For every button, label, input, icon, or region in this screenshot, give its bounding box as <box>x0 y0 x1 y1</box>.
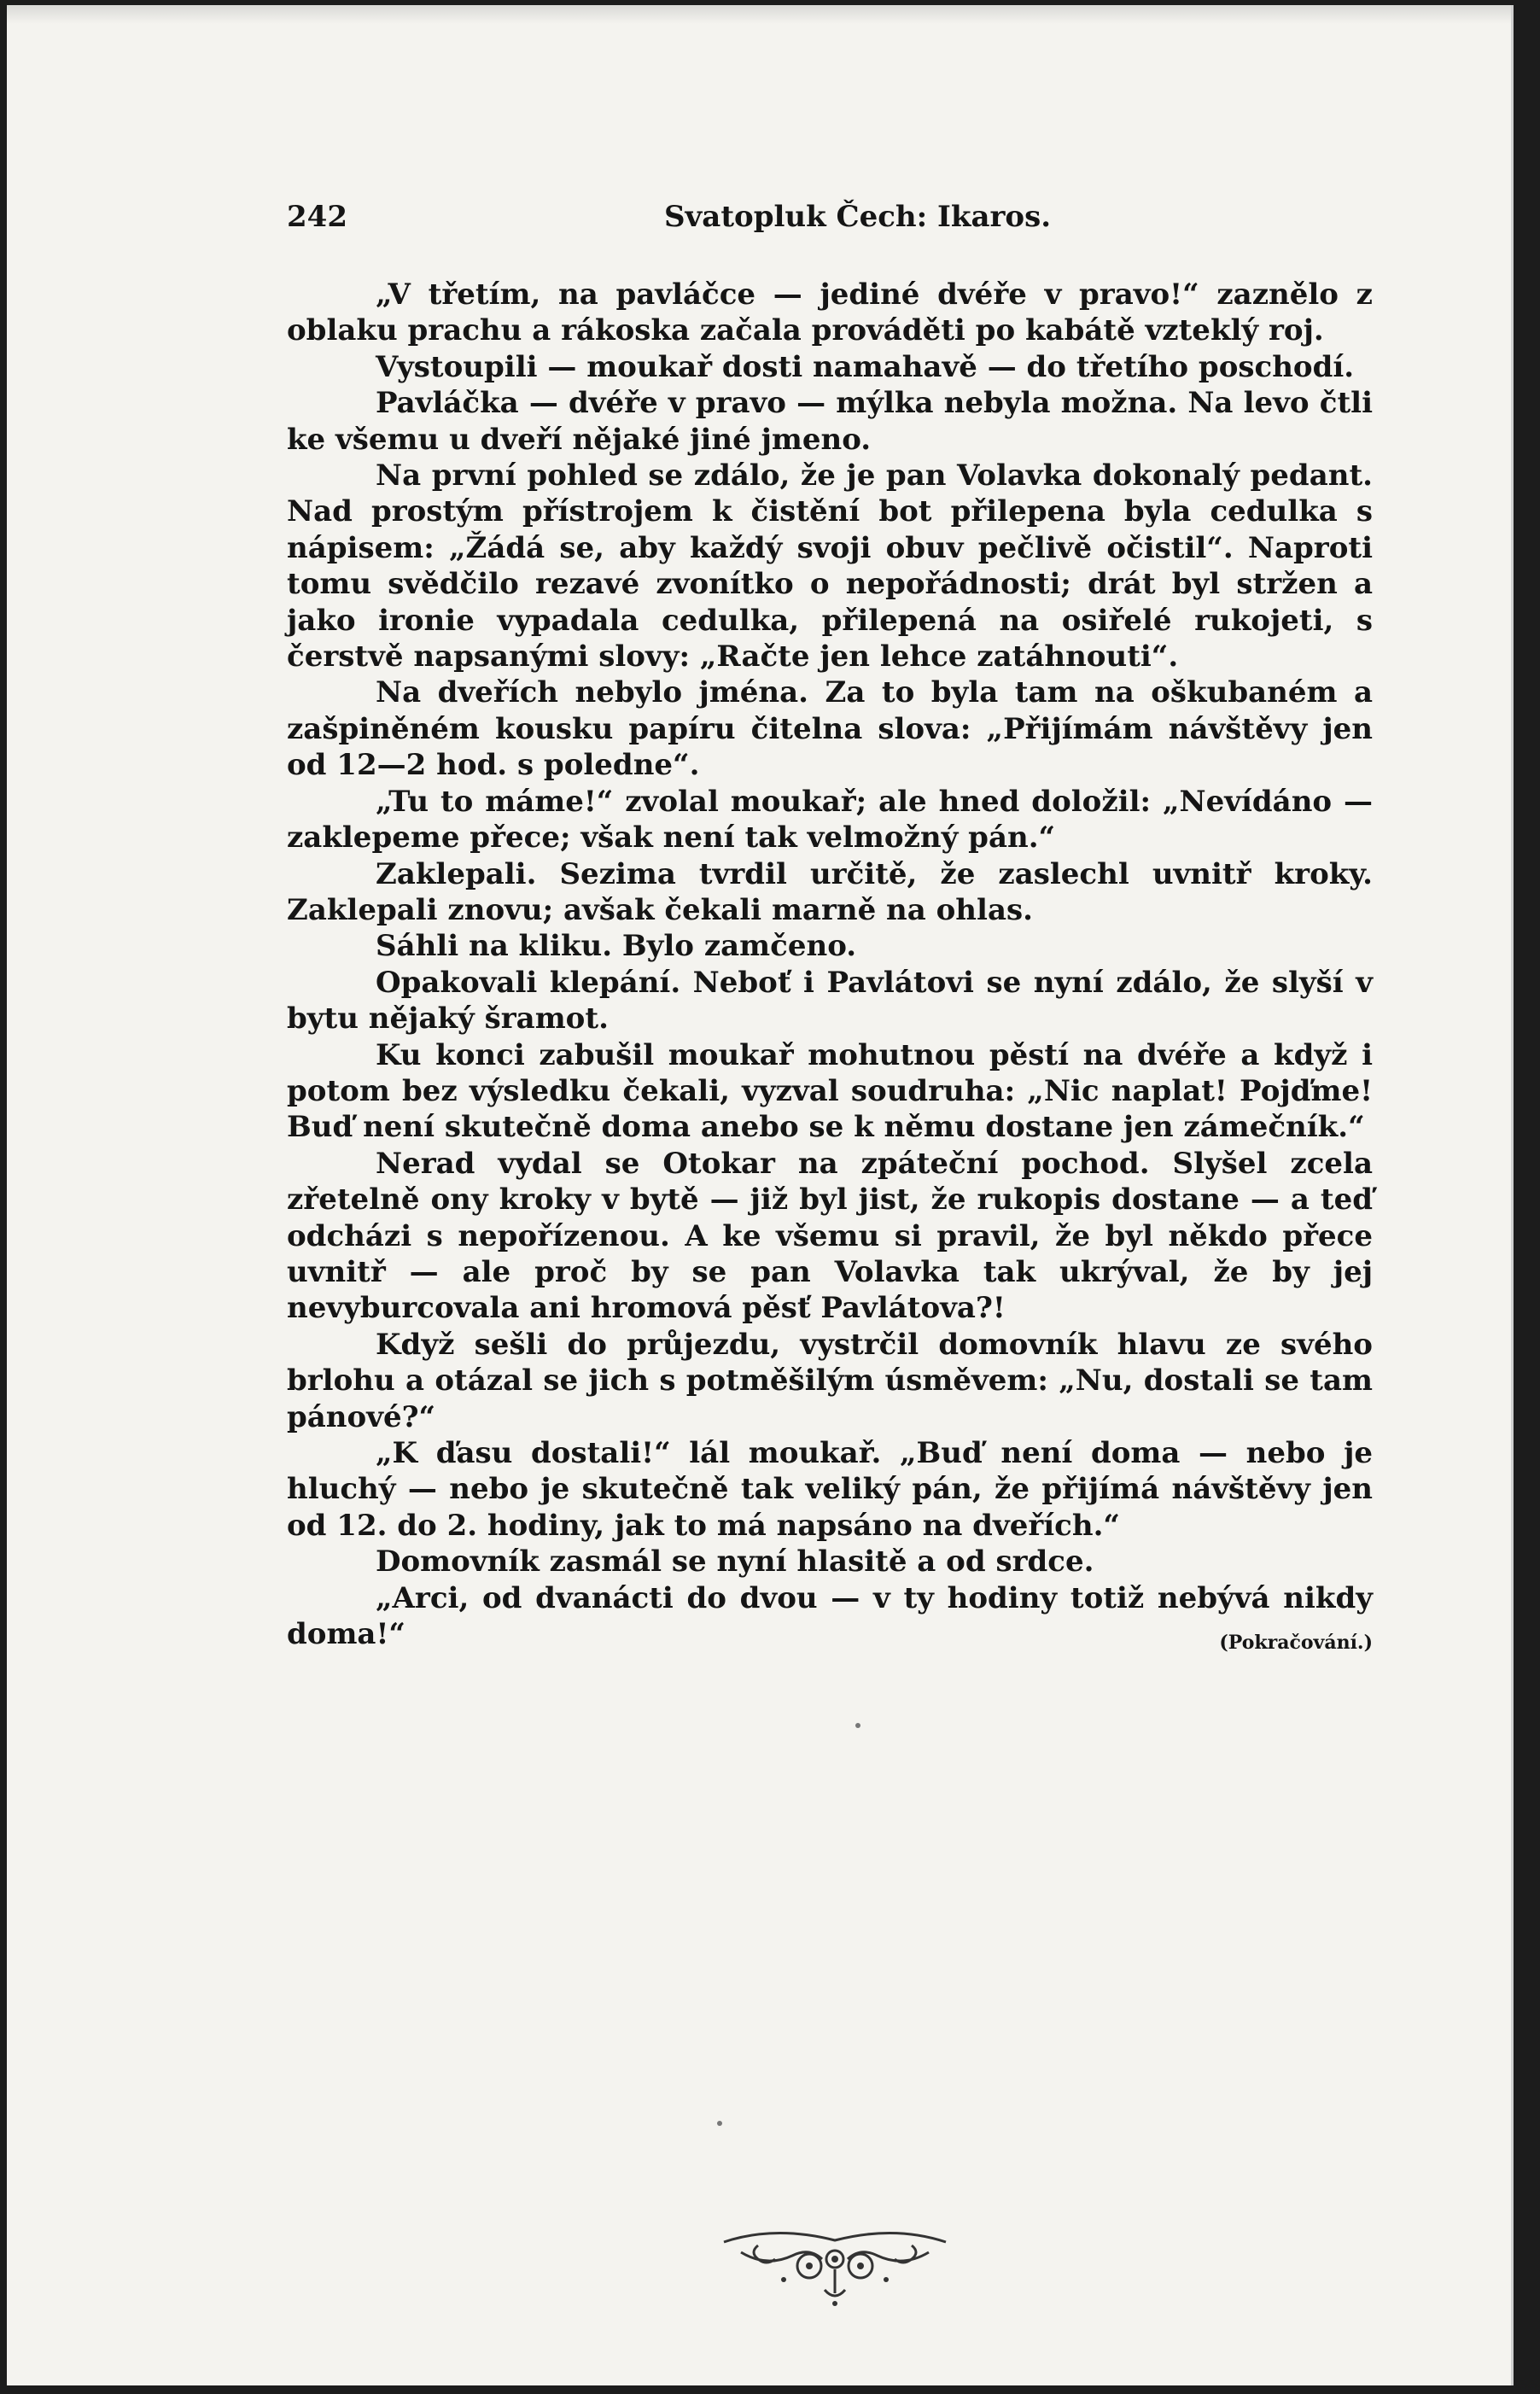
paragraph: „V třetím, na pavláčce — jediné dvéře v pravo!“ zaznělo z oblaku prachu a rákoska začala prováděti po kabátě vzteklý roj. <box>287 277 1373 348</box>
paragraph: Sáhli na kliku. Bylo zamčeno. <box>376 929 857 964</box>
paragraph: Vystoupili — moukař dosti namahavě — do třetího poschodí. <box>376 349 1355 384</box>
paragraph: Na první pohled se zdálo, že je pan Volavka dokonalý pedant. Nad prostým přístrojem k čistění bot přilepena byla cedulka s nápisem: „Žádá se, aby každý svoji obuv pečlivě očistil“. Naproti tomu svědčilo rezavé zvonítko o nepořádnosti; drát byl stržen a jako ironie vypadala cedulka, přilepená na osiřelé rukojeti, s čerstvě napsanými slovy: „Račte jen lehce zatáhnouti“. <box>287 458 1373 674</box>
page-top-edge <box>7 5 1511 24</box>
paragraph: „K ďasu dostali!“ lál moukař. „Buď není doma — nebo je hluchý — nebo je skutečně tak veliký pán, že přijímá návštěvy jen od 12. do 2. hodiny, jak to má napsáno na dveřích.“ <box>287 1436 1373 1543</box>
paragraph: Na dveřích nebylo jména. Za to byla tam na oškubaném a zašpiněném kousku papíru čitelna slova: „Přijímám návštěvy jen od 12—2 hod. s poledne“. <box>287 675 1373 783</box>
print-speck <box>717 2121 722 2126</box>
paragraph: Opakovali klepání. Neboť i Pavlátovi se nyní zdálo, že slyší v bytu nějaký šramot. <box>287 965 1373 1036</box>
page-header <box>287 200 1373 239</box>
paragraph: Když sešli do průjezdu, vystrčil domovník hlavu ze svého brlohu a otázal se jich s potměšilým úsměvem: „Nu, dostali se tam pánové?“ <box>287 1327 1373 1434</box>
book-page <box>7 5 1514 2385</box>
running-head: Svatopluk Čech: Ikaros. <box>664 200 1052 234</box>
paragraph: „Tu to máme!“ zvolal moukař; ale hned doložil: „Nevídáno — zaklepeme přece; však není tak velmožný pán.“ <box>287 784 1373 855</box>
print-speck <box>855 1723 860 1728</box>
paragraph-last-text: „Arci, od dvanácti do dvou — v ty hodiny totiž nebývá nikdy doma!“ <box>287 1580 1373 1652</box>
paragraph: Pavláčka — dvéře v pravo — mýlka nebyla možna. Na levo čtli ke všemu u dveří nějaké jiné jmeno. <box>287 386 1373 457</box>
paragraph: Domovník zasmál se nyní hlasitě a od srdce. <box>376 1544 1094 1579</box>
body-text <box>287 277 1373 1661</box>
paragraph-last <box>287 1580 1373 1653</box>
page-number: 242 <box>287 200 347 234</box>
paragraph: Nerad vydal se Otokar na zpáteční pochod. Slyšel zcela zřetelně ony kroky v bytě — již byl jist, že rukopis dostane — a teď odcházi s nepořízenou. A ke všemu si pravil, že byl někdo přece uvnitř — ale proč by se pan Volavka tak ukrýval, že by jej nevyburcovala ani hromová pěsť Pavlátova?! <box>287 1146 1373 1326</box>
floral-vignette-icon <box>707 2208 963 2310</box>
paragraph: Ku konci zabušil moukař mohutnou pěstí na dvéře a když i potom bez výsledku čekali, vyzval soudruha: „Nic naplat! Pojďme! Buď není skutečně doma anebo se k němu dostane jen zámečník.“ <box>287 1037 1373 1145</box>
paragraph: Zaklepali. Sezima tvrdil určitě, že zaslechl uvnitř kroky. Zaklepali znovu; avšak čekali marně na ohlas. <box>287 856 1373 927</box>
continuation-note: (Pokračování.) <box>1219 1632 1373 1655</box>
